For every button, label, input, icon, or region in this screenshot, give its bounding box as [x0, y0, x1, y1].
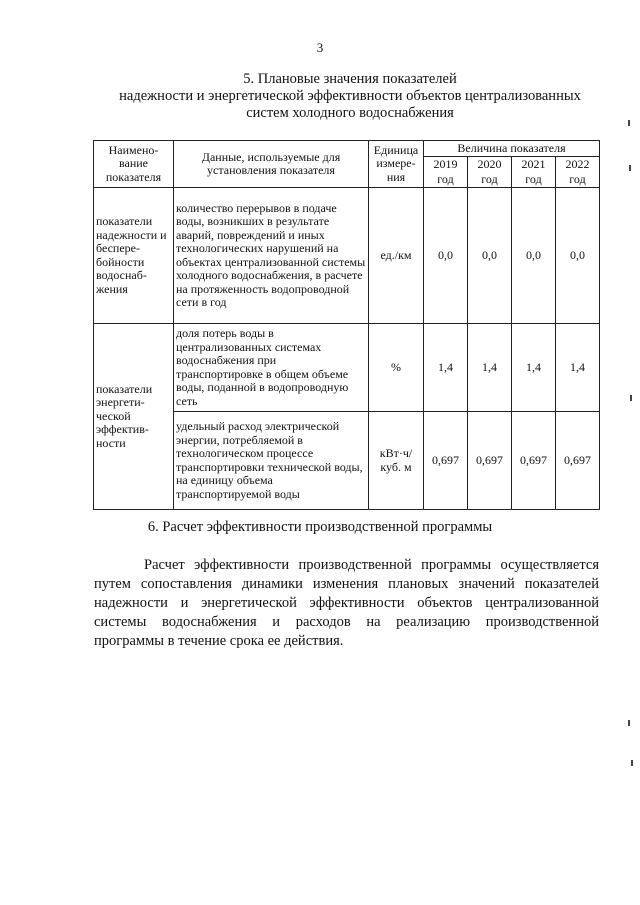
header-year-2022: 2022 год: [556, 157, 600, 188]
scan-mark: [628, 720, 630, 726]
header-value-group: Величина показателя: [424, 141, 600, 157]
value-2019: 0,0: [424, 188, 468, 324]
category-energy-efficiency: показатели энергети-ческой эффектив-ности: [94, 324, 174, 510]
header-unit: Единица измере-ния: [369, 141, 424, 188]
table-row: [94, 188, 600, 324]
value-2020: 1,4: [468, 324, 512, 412]
value-2021: 1,4: [512, 324, 556, 412]
header-year-2020: 2020 год: [468, 157, 512, 188]
row-description: удельный расход электрической энергии, потребляемой в технологическом процессе транспортировки технической воды, на единицу объема транспортируемой воды: [174, 412, 369, 510]
row-unit: ед./км: [369, 188, 424, 324]
value-2019: 1,4: [424, 324, 468, 412]
value-2019: 0,697: [424, 412, 468, 510]
value-2020: 0,697: [468, 412, 512, 510]
indicators-table: [93, 140, 600, 510]
value-2022: 0,0: [556, 188, 600, 324]
section-6-paragraph: Расчет эффективности производственной программы осуществляется путем сопоставления динамики изменения плановых значений показателей надежности и энергетической эффективности объектов централизованной системы водоснабжения и расходов на реализацию производственной программы в течение срока ее действия.: [94, 557, 599, 649]
category-reliability: показатели надежности и беспере-бойности водоснаб-жения: [94, 188, 174, 324]
section-6-title: 6. Расчет эффективности производственной программы: [147, 519, 493, 535]
value-2022: 1,4: [556, 324, 600, 412]
value-2021: 0,697: [512, 412, 556, 510]
table-row: [94, 324, 600, 412]
value-2021: 0,0: [512, 188, 556, 324]
row-unit: %: [369, 324, 424, 412]
row-description: количество перерывов в подаче воды, возникших в результате аварий, повреждений и иных технологических нарушений на объектах централизованной системы холодного водоснабжения, в расчете на протяженность водопроводной сети в год: [174, 188, 369, 324]
header-data-used: Данные, используемые для установления показателя: [174, 141, 369, 188]
value-2022: 0,697: [556, 412, 600, 510]
header-indicator-name: Наимено-вание показателя: [94, 141, 174, 188]
value-2020: 0,0: [468, 188, 512, 324]
scan-mark: [631, 760, 633, 766]
scan-mark: [629, 165, 631, 171]
scan-mark: [630, 395, 632, 401]
section-5-title-line: 5. Плановые значения показателей: [243, 71, 457, 87]
scan-mark: [628, 120, 630, 126]
section-5-title-line: систем холодного водоснабжения: [246, 105, 454, 121]
section-5-title: [60, 71, 640, 122]
row-unit: кВт·ч/ куб. м: [369, 412, 424, 510]
header-year-2019: 2019 год: [424, 157, 468, 188]
row-description: доля потерь воды в централизованных системах водоснабжения при транспортировке в общем объеме воды, поданной в водопроводную сеть: [174, 324, 369, 412]
page-number: 3: [316, 40, 324, 55]
section-5-title-line: надежности и энергетической эффективности объектов централизованных: [119, 88, 581, 104]
header-year-2021: 2021 год: [512, 157, 556, 188]
